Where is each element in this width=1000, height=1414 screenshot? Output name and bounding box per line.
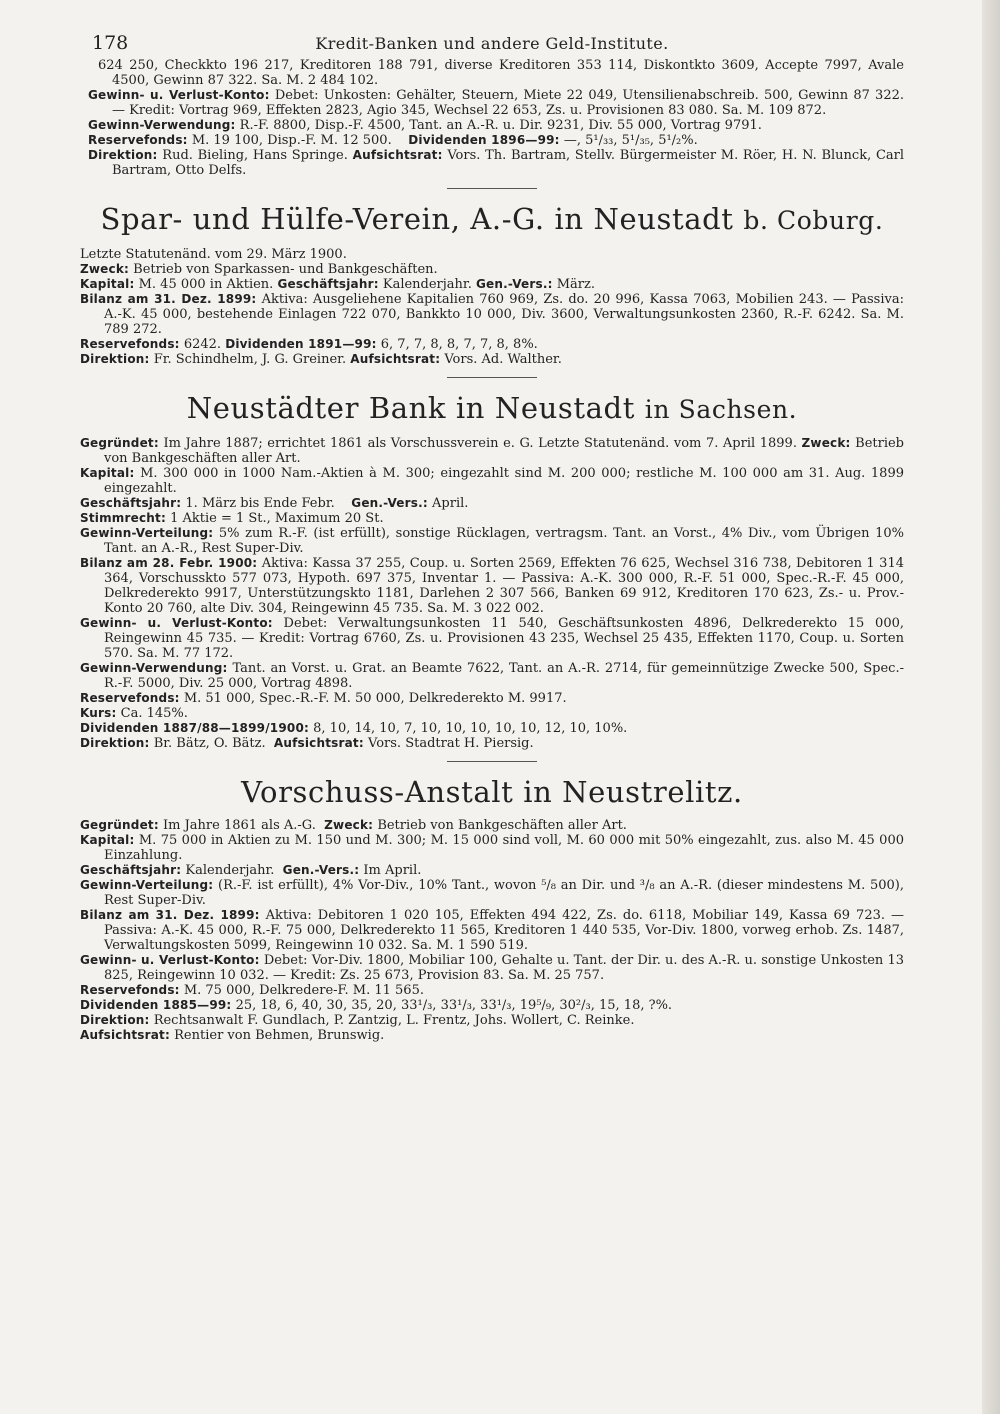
entry-line: Dividenden 1887/88—1899/1900: 8, 10, 14, 10, 7, 10, 10, 10, 10, 10, 12, 10, 10%. bbox=[80, 721, 628, 736]
entry-line: Bilanz am 28. Febr. 1900: Aktiva: Kassa 37 255, Coup. u. Sorten 2569, Effekten 76 625, Wechsel 316 738, Debitoren 1 314 364, Vorschusskto 577 073, Hypoth. 697 375, Inventar 1. — Passiva: A.-K. 300 000, R.-F. 51 000, Spec.-R.-F. 45 000, Delkrederekto 9917, Unterstützungskto 1181, Darlehen 2 307 566, Banken 69 912, Kreditoren 170 623, Zs.- u. Prov.-Konto 20 760, alte Div. 304, Reingewinn 45 735. Sa. M. 3 022 002. bbox=[80, 556, 904, 616]
section-divider bbox=[447, 377, 537, 378]
section-entry bbox=[80, 818, 904, 1043]
entry-line: Reservefonds: 6242. Dividenden 1891—99: 6, 7, 7, 8, 8, 7, 7, 8, 8%. bbox=[80, 337, 538, 352]
entry-line: Gewinn- u. Verlust-Konto: Debet: Verwaltungsunkosten 11 540, Geschäftsunkosten 4896, Delkrederekto 15 000, Reingewinn 45 735. — Kredit: Vortrag 6760, Zs. u. Provisionen 43 235, Wechsel 25 435, Effekten 1170, Coup. u. Sorten 570. Sa. M. 77 172. bbox=[80, 616, 904, 661]
section-title: Spar- und Hülfe-Verein, A.-G. in Neustadt b. Coburg. bbox=[100, 202, 884, 236]
entry-line: Gewinn-Verteilung: 5% zum R.-F. (ist erfüllt), sonstige Rücklagen, vertragsm. Tant. an Vorst., 4% Div., vom Übrigen 10% Tant. an A.-R., Rest Super-Div. bbox=[80, 526, 904, 556]
continuation-entry bbox=[80, 58, 904, 178]
page-header bbox=[80, 26, 904, 58]
entry-line: Direktion: Rud. Bieling, Hans Springe. Aufsichtsrat: Vors. Th. Bartram, Stellv. Bürgermeister M. Röer, H. N. Blunck, Carl Bartram, Otto Delfs. bbox=[88, 148, 905, 178]
entry-line: Letzte Statutenänd. vom 29. März 1900. bbox=[80, 247, 347, 262]
entry-line: Kurs: Ca. 145%. bbox=[80, 706, 188, 721]
entry-line: Kapital: M. 45 000 in Aktien. Geschäftsjahr: Kalenderjahr. Gen.-Vers.: März. bbox=[80, 277, 595, 292]
entry-line: Gewinn- u. Verlust-Konto: Debet: Vor-Div. 1800, Mobiliar 100, Gehalte u. Tant. der Dir. u. des A.-R. u. sonstige Unkosten 13 825, Reingewinn 10 032. — Kredit: Zs. 25 673, Provision 83. Sa. M. 25 757. bbox=[80, 953, 904, 983]
entry-line: Gewinn-Verteilung: (R.-F. ist erfüllt), 4% Vor-Div., 10% Tant., wovon ⁵/₈ an Dir. und ³/₈ an A.-R. (dieser mindestens M. 500), Rest Super-Div. bbox=[80, 878, 904, 908]
running-title: Kredit-Banken und andere Geld-Institute. bbox=[315, 34, 669, 53]
entry-line: Gegründet: Im Jahre 1861 als A.-G. Zweck: Betrieb von Bankgeschäften aller Art. bbox=[80, 818, 627, 833]
page-edge bbox=[982, 0, 1000, 1414]
entry-line: Reservefonds: M. 51 000, Spec.-R.-F. M. 50 000, Delkrederekto M. 9917. bbox=[80, 691, 567, 706]
entry-line: Stimmrecht: 1 Aktie = 1 St., Maximum 20 St. bbox=[80, 511, 384, 526]
entry-line: Kapital: M. 300 000 in 1000 Nam.-Aktien à M. 300; eingezahlt sind M. 200 000; restliche M. 100 000 am 31. Aug. 1899 eingezahlt. bbox=[80, 466, 904, 496]
section-title: Vorschuss-Anstalt in Neustrelitz. bbox=[241, 775, 743, 809]
section-entry bbox=[80, 247, 904, 367]
section-title: Neustädter Bank in Neustadt in Sachsen. bbox=[186, 391, 798, 425]
section-divider bbox=[447, 761, 537, 762]
entry-line: Gegründet: Im Jahre 1887; errichtet 1861 als Vorschussverein e. G. Letzte Statutenänd. vom 7. April 1899. Zweck: Betrieb von Bankgeschäften aller Art. bbox=[80, 436, 904, 466]
entry-line: Direktion: Fr. Schindhelm, J. G. Greiner. Aufsichtsrat: Vors. Ad. Walther. bbox=[80, 352, 562, 367]
section-entry bbox=[80, 436, 904, 751]
entry-line: Geschäftsjahr: 1. März bis Ende Febr. Gen.-Vers.: April. bbox=[80, 496, 469, 511]
entry-line: Kapital: M. 75 000 in Aktien zu M. 150 und M. 300; M. 15 000 sind voll, M. 60 000 mit 50% eingezahlt, zus. also M. 45 000 Einzahlung. bbox=[80, 833, 904, 863]
entry-line: Gewinn- u. Verlust-Konto: Debet: Unkosten: Gehälter, Steuern, Miete 22 049, Utensilienabschreib. 500, Gewinn 87 322. — Kredit: Vortrag 969, Effekten 2823, Agio 345, Wechsel 22 653, Zs. u. Provisionen 83 080. Sa. M. 109 872. bbox=[88, 88, 904, 118]
entry-line: Reservefonds: M. 19 100, Disp.-F. M. 12 500. Dividenden 1896—99: —, 5¹/₃₃, 5¹/₃₅, 5¹/₂%. bbox=[88, 133, 698, 148]
entry-line: 624 250, Checkkto 196 217, Kreditoren 188 791, diverse Kreditoren 353 114, Diskontkto 3609, Accepte 7997, Avale 4500, Gewinn 87 322. Sa. M. 2 484 102. bbox=[98, 58, 904, 88]
page-number: 178 bbox=[92, 32, 129, 54]
entry-line: Direktion: Rechtsanwalt F. Gundlach, P. Zantzig, L. Frentz, Johs. Wollert, C. Reinke. bbox=[80, 1013, 635, 1028]
entry-line: Aufsichtsrat: Rentier von Behmen, Brunswig. bbox=[80, 1028, 385, 1043]
entry-line: Bilanz am 31. Dez. 1899: Aktiva: Ausgeliehene Kapitalien 760 969, Zs. do. 20 996, Kassa 7063, Mobilien 243. — Passiva: A.-K. 45 000, bestehende Einlagen 722 070, Bankkto 10 000, Div. 3600, Verwaltungsunkosten 2360, R.-F. 6242. Sa. M. 789 272. bbox=[80, 292, 904, 337]
entry-line: Gewinn-Verwendung: R.-F. 8800, Disp.-F. 4500, Tant. an A.-R. u. Dir. 9231, Div. 55 000, Vortrag 9791. bbox=[88, 118, 762, 133]
entry-line: Bilanz am 31. Dez. 1899: Aktiva: Debitoren 1 020 105, Effekten 494 422, Zs. do. 6118, Mobiliar 149, Kassa 69 723. — Passiva: A.-K. 45 000, R.-F. 75 000, Delkrederekto 11 565, Kreditoren 1 440 535, Vor-Div. 1800, vorweg erhob. Zs. 1487, Verwaltungskosten 5099, Reingewinn 10 032. Sa. M. 1 590 519. bbox=[80, 908, 905, 953]
entry-line: Gewinn-Verwendung: Tant. an Vorst. u. Grat. an Beamte 7622, Tant. an A.-R. 2714, für gemeinnützige Zwecke 500, Spec.-R.-F. 5000, Div. 25 000, Vortrag 4898. bbox=[80, 661, 904, 691]
section-divider bbox=[447, 188, 537, 189]
entry-line: Reservefonds: M. 75 000, Delkredere-F. M. 11 565. bbox=[80, 983, 424, 998]
entry-line: Zweck: Betrieb von Sparkassen- und Bankgeschäften. bbox=[80, 262, 438, 277]
entry-line: Geschäftsjahr: Kalenderjahr. Gen.-Vers.: Im April. bbox=[80, 863, 422, 878]
entry-line: Dividenden 1885—99: 25, 18, 6, 40, 30, 35, 20, 33¹/₃, 33¹/₃, 33¹/₃, 19⁵/₉, 30²/₃, 15, 18, ?%. bbox=[80, 998, 673, 1013]
entry-line: Direktion: Br. Bätz, O. Bätz. Aufsichtsrat: Vors. Stadtrat H. Piersig. bbox=[80, 736, 534, 751]
